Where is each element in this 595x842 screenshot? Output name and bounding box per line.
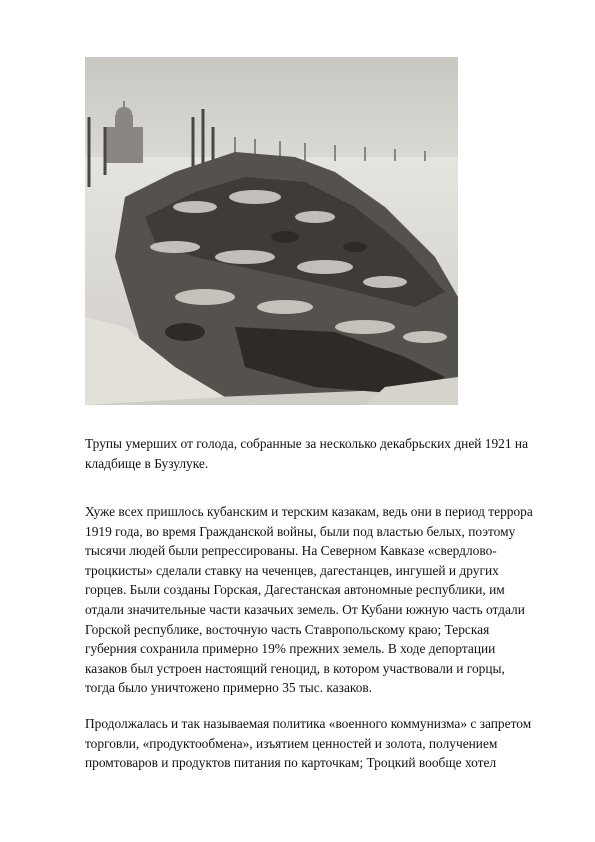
paragraph-line: Горской республике, восточную часть Ставропольскому краю; Терская [85,621,490,637]
paragraph-line: промтоваров и продуктов питания по карточкам; Троцкий вообще хотел [85,755,497,771]
caption-line: Трупы умерших от голода, собранные за несколько декабрьских дней 1921 на [85,436,529,451]
paragraph-line: Продолжалась и так называемая политика «военного коммунизма» с запретом [85,716,532,731]
historical-photograph [85,57,458,405]
paragraph-line: 1919 года, во время Гражданской войны, были под властью белых, поэтому [85,523,516,539]
body-paragraph-war-communism [85,714,555,773]
photo-caption [85,434,555,473]
paragraph-line: троцкисты» сделали ставку на чеченцев, дагестанцев, ингушей и других [85,562,499,578]
photograph-image [85,57,458,405]
paragraph-line: тогда было уничтожено примерно 35 тыс. казаков. [85,680,373,696]
paragraph-line: Хуже всех пришлось кубанским и терским казакам, ведь они в период террора [85,504,533,519]
body-paragraph-cossacks [85,502,555,698]
caption-line: кладбище в Бузулуке. [85,455,209,471]
paragraph-line: губерния сохранила примерно 19% прежних земель. В ходе депортации [85,641,496,657]
paragraph-line: горцев. Были созданы Горская, Дагестанская автономные республики, им [85,582,505,598]
paragraph-line: торговли, «продуктообмена», изъятием ценностей и золота, получением [85,735,498,751]
paragraph-line: тысячи людей были репрессированы. На Северном Кавказе «свердлово- [85,543,497,559]
paragraph-line: отдали значительные части казачьих земель. От Кубани южную часть отдали [85,601,525,617]
paragraph-line: казаков был устроен настоящий геноцид, в котором участвовали и горцы, [85,660,505,676]
